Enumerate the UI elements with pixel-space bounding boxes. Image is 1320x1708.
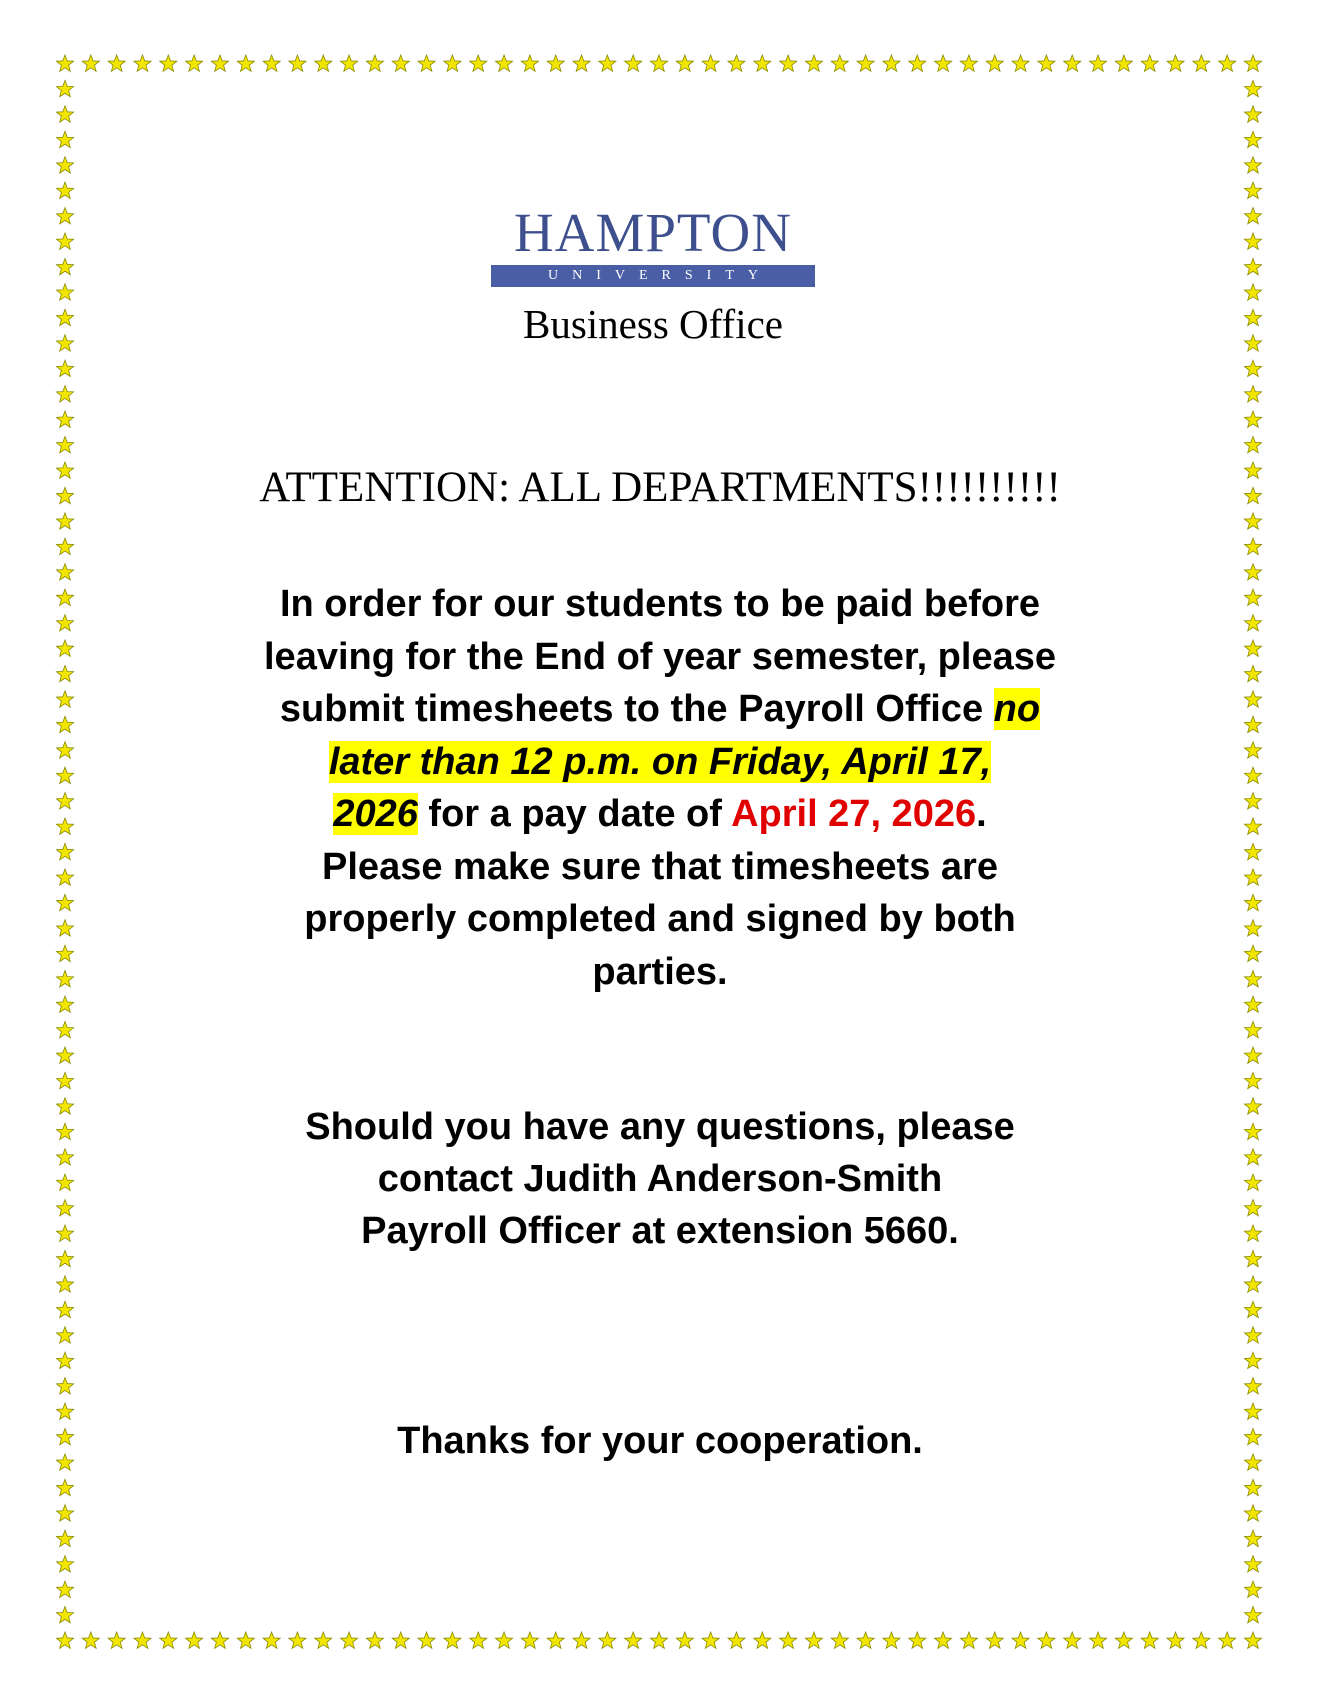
- deadline-highlight: 2026: [333, 793, 418, 835]
- star-icon: [1244, 640, 1261, 656]
- star-icon: [108, 55, 125, 71]
- star-icon: [1244, 996, 1261, 1012]
- star-icon: [56, 920, 73, 936]
- star-icon: [56, 538, 73, 554]
- star-icon: [1244, 1556, 1261, 1572]
- star-icon: [1244, 1454, 1261, 1470]
- star-icon: [521, 1632, 538, 1648]
- star-icon: [986, 55, 1003, 71]
- star-icon: [754, 55, 771, 71]
- star-icon: [1244, 437, 1261, 453]
- star-icon: [56, 1276, 73, 1292]
- star-icon: [392, 1632, 409, 1648]
- notice-line: properly completed and signed by both: [304, 898, 1016, 940]
- star-icon: [56, 742, 73, 758]
- star-icon: [56, 411, 73, 427]
- star-icon: [676, 1632, 693, 1648]
- star-icon: [1244, 1378, 1261, 1394]
- star-icon: [1244, 538, 1261, 554]
- star-icon: [56, 106, 73, 122]
- star-icon: [56, 1047, 73, 1063]
- star-icon: [56, 1200, 73, 1216]
- star-icon: [56, 233, 73, 249]
- star-icon: [1244, 411, 1261, 427]
- star-icon: [56, 513, 73, 529]
- star-icon: [263, 1632, 280, 1648]
- star-icon: [341, 55, 358, 71]
- star-icon: [444, 1632, 461, 1648]
- star-icon: [1244, 589, 1261, 605]
- star-icon: [1089, 55, 1106, 71]
- star-icon: [1244, 691, 1261, 707]
- star-icon: [1244, 309, 1261, 325]
- star-icon: [1244, 869, 1261, 885]
- star-icon: [1244, 1250, 1261, 1266]
- notice-line: In order for our students to be paid before: [279, 583, 1041, 625]
- star-icon: [935, 1632, 952, 1648]
- star-icon: [1244, 793, 1261, 809]
- star-icon: [1167, 55, 1184, 71]
- star-icon: [56, 1581, 73, 1597]
- star-icon: [547, 55, 564, 71]
- star-icon: [1244, 1581, 1261, 1597]
- notice-line: Please make sure that timesheets are: [322, 845, 998, 888]
- star-icon: [56, 665, 73, 681]
- star-icon: [1244, 971, 1261, 987]
- notice-line: 2026 for a pay date of April 27, 2026.: [333, 793, 987, 835]
- star-icon: [1193, 55, 1210, 71]
- star-icon: [56, 1174, 73, 1190]
- star-icon: [676, 55, 693, 71]
- star-icon: [56, 1149, 73, 1165]
- star-icon: [805, 1632, 822, 1648]
- star-icon: [1244, 335, 1261, 351]
- star-icon: [56, 1403, 73, 1419]
- star-icon: [366, 1632, 383, 1648]
- star-icon: [831, 55, 848, 71]
- star-icon: [1244, 360, 1261, 376]
- star-icon: [211, 55, 228, 71]
- star-icon: [831, 1632, 848, 1648]
- star-icon: [573, 55, 590, 71]
- star-icon: [702, 55, 719, 71]
- star-icon: [1244, 386, 1261, 402]
- star-icon: [1089, 1632, 1106, 1648]
- star-icon: [56, 335, 73, 351]
- star-icon: [289, 55, 306, 71]
- star-icon: [1244, 233, 1261, 249]
- star-icon: [56, 1301, 73, 1317]
- star-icon: [1244, 258, 1261, 274]
- star-icon: [237, 55, 254, 71]
- star-icon: [160, 1632, 177, 1648]
- star-icon: [315, 1632, 332, 1648]
- notice-line: parties.: [592, 950, 728, 993]
- star-icon: [625, 55, 642, 71]
- star-icon: [960, 55, 977, 71]
- star-icon: [56, 258, 73, 274]
- star-icon: [1141, 1632, 1158, 1648]
- star-icon: [56, 869, 73, 885]
- hampton-university-logo: [480, 204, 826, 287]
- star-icon: [1244, 945, 1261, 961]
- star-icon: [1244, 1352, 1261, 1368]
- star-icon: [883, 1632, 900, 1648]
- star-icon: [470, 55, 487, 71]
- star-icon: [56, 1072, 73, 1088]
- star-icon: [56, 437, 73, 453]
- star-icon: [56, 1250, 73, 1266]
- star-icon: [495, 1632, 512, 1648]
- star-icon: [650, 55, 667, 71]
- star-icon: [1219, 1632, 1236, 1648]
- star-icon: [134, 1632, 151, 1648]
- star-icon: [211, 1632, 228, 1648]
- star-icon: [1141, 55, 1158, 71]
- star-icon: [754, 1632, 771, 1648]
- contact-line: contact Judith Anderson-Smith: [377, 1158, 943, 1200]
- star-icon: [1244, 1505, 1261, 1521]
- star-icon: [56, 971, 73, 987]
- logo-university-bar: UNIVERSITY: [491, 265, 815, 287]
- notice-line: submit timesheets to the Payroll Office no: [279, 688, 1041, 730]
- star-icon: [341, 1632, 358, 1648]
- star-icon: [56, 691, 73, 707]
- star-icon: [805, 55, 822, 71]
- star-icon: [56, 284, 73, 300]
- star-icon: [56, 80, 73, 96]
- star-icon: [1244, 1123, 1261, 1139]
- star-icon: [56, 1352, 73, 1368]
- business-office-heading: Business Office: [522, 301, 783, 347]
- star-icon: [909, 55, 926, 71]
- star-icon: [1244, 1200, 1261, 1216]
- star-icon: [599, 55, 616, 71]
- star-icon: [56, 945, 73, 961]
- star-icon: [56, 1378, 73, 1394]
- star-icon: [1244, 615, 1261, 631]
- star-icon: [56, 996, 73, 1012]
- star-icon: [444, 55, 461, 71]
- star-icon: [1244, 844, 1261, 860]
- star-icon: [909, 1632, 926, 1648]
- star-icon: [186, 1632, 203, 1648]
- star-icon: [56, 1556, 73, 1572]
- star-icon: [1038, 55, 1055, 71]
- deadline-highlight: no: [993, 688, 1041, 730]
- star-icon: [1244, 55, 1261, 71]
- star-icon: [495, 55, 512, 71]
- star-icon: [1244, 80, 1261, 96]
- contact-line: Should you have any questions, please: [305, 1106, 1015, 1148]
- star-icon: [1244, 716, 1261, 732]
- star-icon: [56, 1607, 73, 1623]
- star-icon: [263, 55, 280, 71]
- star-icon: [56, 564, 73, 580]
- star-icon: [1244, 131, 1261, 147]
- star-icon: [56, 1225, 73, 1241]
- star-icon: [56, 182, 73, 198]
- star-icon: [56, 1505, 73, 1521]
- star-icon: [1244, 182, 1261, 198]
- deadline-highlight: later than 12 p.m. on Friday, April 17,: [328, 740, 992, 783]
- star-icon: [1244, 767, 1261, 783]
- star-icon: [56, 1098, 73, 1114]
- star-icon: [56, 844, 73, 860]
- star-icon: [780, 1632, 797, 1648]
- star-icon: [56, 131, 73, 147]
- star-icon: [547, 1632, 564, 1648]
- star-icon: [56, 157, 73, 173]
- star-icon: [289, 1632, 306, 1648]
- star-icon: [986, 1632, 1003, 1648]
- star-icon: [960, 1632, 977, 1648]
- star-icon: [1064, 1632, 1081, 1648]
- star-icon: [56, 615, 73, 631]
- star-icon: [625, 1632, 642, 1648]
- star-icon: [935, 55, 952, 71]
- thanks-message: Thanks for your cooperation.: [397, 1420, 923, 1462]
- star-icon: [1193, 1632, 1210, 1648]
- star-icon: [56, 309, 73, 325]
- star-icon: [56, 1479, 73, 1495]
- star-icon: [883, 55, 900, 71]
- star-icon: [573, 1632, 590, 1648]
- star-icon: [418, 55, 435, 71]
- star-icon: [1244, 1174, 1261, 1190]
- star-icon: [1244, 1072, 1261, 1088]
- star-icon: [56, 360, 73, 376]
- star-icon: [56, 1123, 73, 1139]
- star-icon: [1167, 1632, 1184, 1648]
- star-icon: [1244, 742, 1261, 758]
- star-icon: [1244, 1607, 1261, 1623]
- star-icon: [1244, 487, 1261, 503]
- star-icon: [728, 1632, 745, 1648]
- star-icon: [650, 1632, 667, 1648]
- star-icon: [56, 55, 73, 71]
- star-icon: [1115, 1632, 1132, 1648]
- star-icon: [1244, 1022, 1261, 1038]
- contact-line: Payroll Officer at extension 5660.: [361, 1210, 959, 1252]
- star-icon: [56, 208, 73, 224]
- star-icon: [1115, 55, 1132, 71]
- star-icon: [1244, 1327, 1261, 1343]
- star-icon: [728, 55, 745, 71]
- star-icon: [857, 1632, 874, 1648]
- star-icon: [1244, 1429, 1261, 1445]
- star-icon: [1244, 462, 1261, 478]
- star-icon: [160, 55, 177, 71]
- star-icon: [1244, 1301, 1261, 1317]
- star-icon: [1244, 106, 1261, 122]
- star-icon: [56, 462, 73, 478]
- star-icon: [1244, 513, 1261, 529]
- star-icon: [1244, 1225, 1261, 1241]
- star-icon: [1244, 818, 1261, 834]
- star-icon: [1244, 284, 1261, 300]
- star-icon: [1064, 55, 1081, 71]
- star-icon: [1012, 1632, 1029, 1648]
- notice-line: leaving for the End of year semester, please: [264, 635, 1056, 678]
- star-icon: [56, 1632, 73, 1648]
- star-icon: [82, 55, 99, 71]
- star-icon: [56, 1327, 73, 1343]
- star-icon: [1244, 564, 1261, 580]
- star-icon: [108, 1632, 125, 1648]
- star-icon: [237, 1632, 254, 1648]
- contact-info: [160, 1101, 1160, 1257]
- star-icon: [1244, 1098, 1261, 1114]
- star-icon: [1244, 1632, 1261, 1648]
- pay-date: April 27, 2026: [731, 793, 977, 835]
- star-icon: [56, 1429, 73, 1445]
- star-icon: [56, 767, 73, 783]
- logo-wordmark: HAMPTON: [514, 202, 792, 263]
- timesheet-notice: [160, 578, 1160, 998]
- star-icon: [392, 55, 409, 71]
- star-icon: [418, 1632, 435, 1648]
- star-icon: [1244, 1149, 1261, 1165]
- star-icon: [82, 1632, 99, 1648]
- star-icon: [1244, 665, 1261, 681]
- star-icon: [1012, 55, 1029, 71]
- star-icon: [1244, 894, 1261, 910]
- star-icon: [56, 1454, 73, 1470]
- star-icon: [186, 55, 203, 71]
- star-icon: [1244, 1479, 1261, 1495]
- star-icon: [56, 1530, 73, 1546]
- star-icon: [1219, 55, 1236, 71]
- star-icon: [315, 55, 332, 71]
- star-icon: [1244, 1047, 1261, 1063]
- star-icon: [56, 894, 73, 910]
- star-icon: [56, 793, 73, 809]
- star-icon: [1244, 1403, 1261, 1419]
- star-icon: [56, 716, 73, 732]
- attention-heading: ATTENTION: ALL DEPARTMENTS!!!!!!!!!!: [259, 464, 1061, 511]
- star-icon: [366, 55, 383, 71]
- star-icon: [857, 55, 874, 71]
- star-icon: [56, 589, 73, 605]
- star-icon: [1038, 1632, 1055, 1648]
- star-icon: [780, 55, 797, 71]
- star-icon: [1244, 157, 1261, 173]
- star-icon: [1244, 208, 1261, 224]
- star-icon: [599, 1632, 616, 1648]
- star-icon: [521, 55, 538, 71]
- star-icon: [702, 1632, 719, 1648]
- star-icon: [56, 1022, 73, 1038]
- star-icon: [56, 487, 73, 503]
- star-icon: [1244, 1530, 1261, 1546]
- star-icon: [470, 1632, 487, 1648]
- star-icon: [56, 386, 73, 402]
- star-icon: [56, 818, 73, 834]
- notice-line: [160, 736, 1160, 789]
- star-icon: [134, 55, 151, 71]
- star-icon: [56, 640, 73, 656]
- star-icon: [1244, 920, 1261, 936]
- star-icon: [1244, 1276, 1261, 1292]
